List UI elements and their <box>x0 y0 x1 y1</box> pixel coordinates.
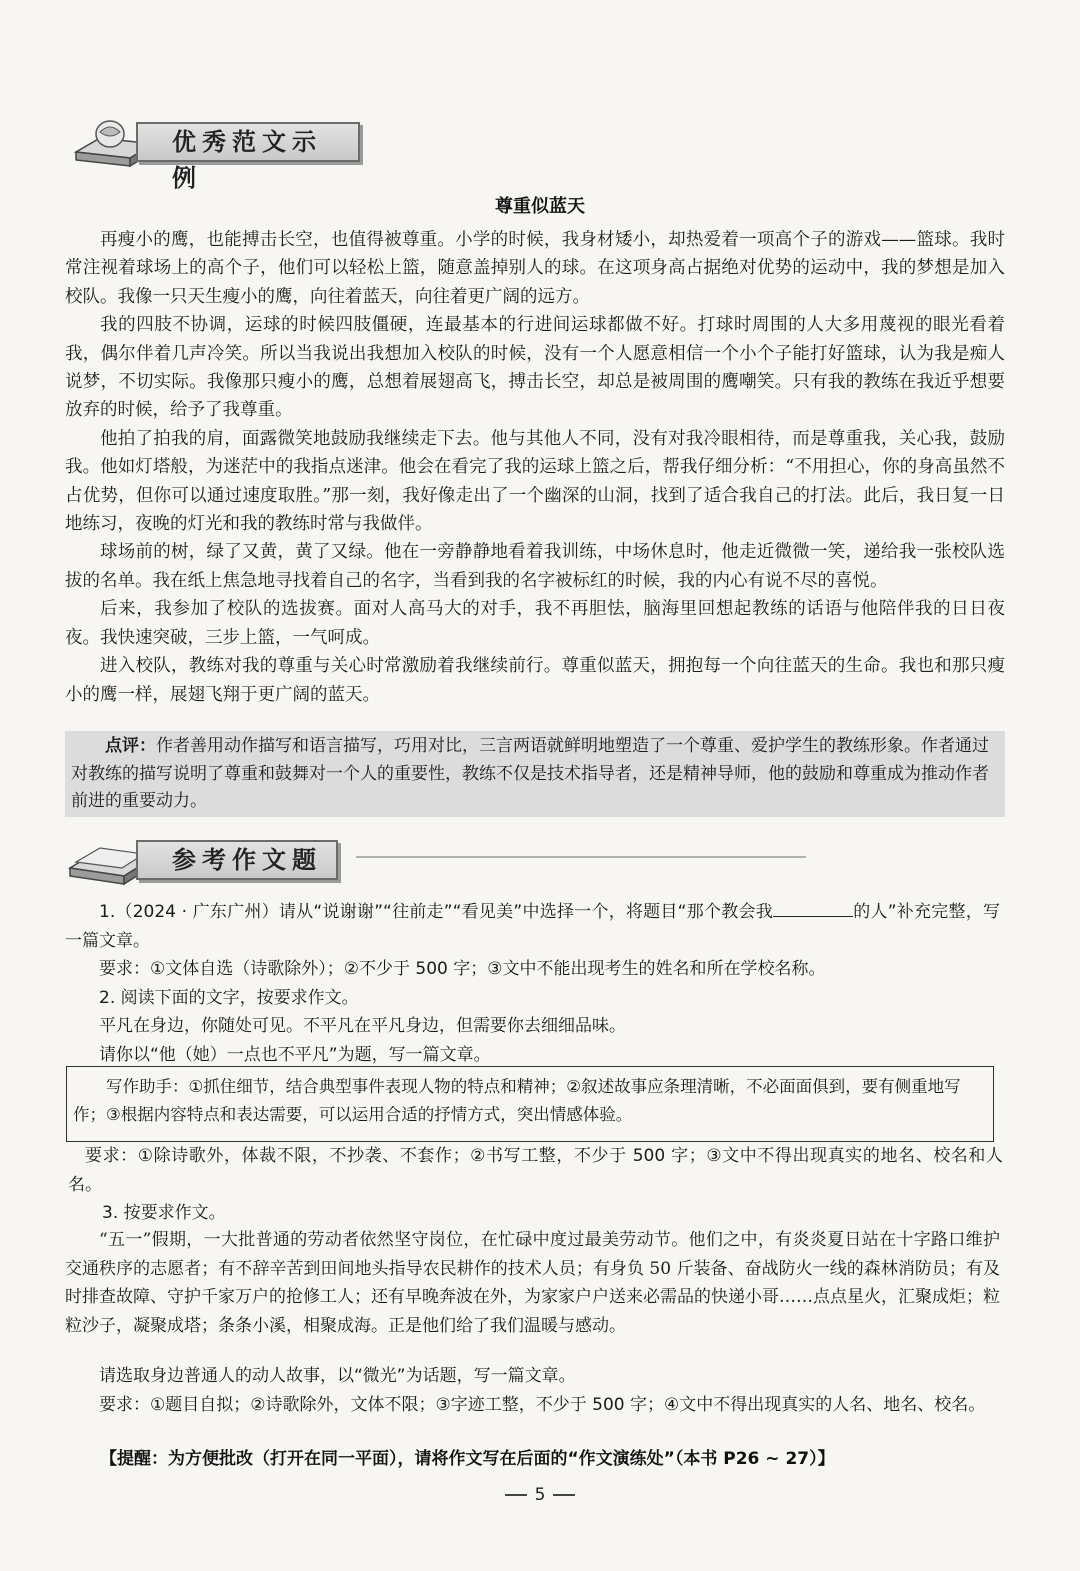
question-heading: 3. 按要求作文。 <box>102 1203 226 1223</box>
reminder-note: 【提醒：为方便批改（打开在同一平面），请将作文写在后面的“作文演练处”（本书 P26 ~ 27）】 <box>100 1449 835 1469</box>
essay-body <box>65 226 1005 709</box>
question-3 <box>65 1226 1000 1340</box>
writing-helper-box <box>66 1066 994 1142</box>
review-text: 作者善用动作描写和语言描写，巧用对比，三言两语就鲜明地塑造了一个尊重、爱护学生的教练形象。作者通过对教练的描写说明了尊重和鼓舞对一个人的重要性，教练不仅是技术指导者，还是精神导师，他的鼓励和尊重成为推动作者前进的重要动力。 <box>71 736 989 811</box>
essay-paragraph: 再瘦小的鹰，也能搏击长空，也值得被尊重。小学的时候，我身材矮小，却热爱着一项高个子的游戏——篮球。我时常注视着球场上的高个子，他们可以轻松上篮，随意盖掉别人的球。在这项身高占据绝对优势的运动中，我的梦想是加入校队。我像一只天生瘦小的鹰，向往着蓝天，向往着更广阔的远方。 <box>65 230 1005 307</box>
review-box <box>65 731 1005 817</box>
essay-paragraph: 我的四肢不协调，运球的时候四肢僵硬，连最基本的行进间运球都做不好。打球时周围的人大多用蔑视的眼光看着我，偶尔伴着几声冷笑。所以当我说出我想加入校队的时候，没有一个人愿意相信一个小个子能打好篮球，认为我是痴人说梦，不切实际。我像那只瘦小的鹰，总想着展翅高飞，搏击长空，却总是被周围的鹰嘲笑。只有我的教练在我近乎想要放弃的时候，给予了我尊重。 <box>65 315 1005 421</box>
question-text: “五一”假期，一大批普通的劳动者依然坚守岗位，在忙碌中度过最美劳动节。他们之中，有炎炎夏日站在十字路口维护交通秩序的志愿者；有不辞辛苦到田间地头指导农民耕作的技术人员；有身负 50 斤装备、奋战防火一线的森林消防员；有及时排查故障、守护千家万户的抢修工人；还有早晚奔波在外，为家家户户送来必需品的快递小哥……点点星火，汇聚成炬；粒粒沙子，凝聚成塔；条条小溪，相聚成海。正是他们给了我们温暖与感动。 <box>65 1230 1000 1336</box>
essay-title: 尊重似蓝天 <box>495 196 585 217</box>
essay-paragraph: 他拍了拍我的肩，面露微笑地鼓励我继续走下去。他与其他人不同，没有对我冷眼相待，而是尊重我，关心我，鼓励我。他如灯塔般，为迷茫中的我指点迷津。他会在看完了我的运球上篮之后，帮我仔细分析：“不用担心，你的身高虽然不占优势，但你可以通过速度取胜。”那一刻，我好像走出了一个幽深的山洞，找到了适合我自己的打法。此后，我日复一日地练习，夜晚的灯光和我的教练时常与我做伴。 <box>65 428 1005 535</box>
question-task: 请你以“他（她）一点也不平凡”为题，写一篇文章。 <box>99 1044 491 1065</box>
question-requirement: 要求：①题目自拟；②诗歌除外，文体不限；③字迹工整，不少于 500 字；④文中不得出现真实的人名、地名、校名。 <box>99 1394 986 1415</box>
review-key: 点评： <box>105 736 156 756</box>
reference-section-banner <box>66 826 806 888</box>
page-number <box>0 1485 1080 1505</box>
fill-blank <box>773 900 853 917</box>
essay-paragraph: 球场前的树，绿了又黄，黄了又绿。他在一旁静静地看着我训练，中场休息时，他走近微微一笑，递给我一张校队选拔的名单。我在纸上焦急地寻找着自己的名字，当看到我的名字被标红的时候，我的内心有说不尽的喜悦。 <box>65 542 1005 591</box>
page-number-value: 5 <box>534 1485 546 1505</box>
question-1 <box>65 898 1000 1069</box>
question-requirement: 要求：①除诗歌外，体裁不限，不抄袭、不套作；②书写工整，不少于 500 字；③文中不得出现真实的地名、校名和人名。 <box>68 1146 1003 1195</box>
section-title: 优秀范文示例 <box>136 122 360 162</box>
question-2-requirement <box>68 1142 1003 1228</box>
question-3-task <box>65 1362 1000 1419</box>
helper-text: 写作助手：①抓住细节，结合典型事件表现人物的特点和精神；②叙述故事应条理清晰，不必面面俱到，要有侧重地写作；③根据内容特点和表达需要，可以运用合适的抒情方式，突出情感体验。 <box>73 1077 961 1124</box>
section-title: 参考作文题 <box>136 840 338 880</box>
essay-paragraph: 进入校队，教练对我的尊重与关心时常激励着我继续前行。尊重似蓝天，拥抱每一个向往蓝天的生命。我也和那只瘦小的鹰一样，展翅飞翔于更广阔的蓝天。 <box>65 656 1005 705</box>
question-heading: 2. 阅读下面的文字，按要求作文。 <box>99 987 359 1008</box>
essay-paragraph: 后来，我参加了校队的选拔赛。面对人高马大的对手，我不再胆怯，脑海里回想起教练的话语与他陪伴我的日日夜夜。我快速突破，三步上篮，一气呵成。 <box>65 599 1005 648</box>
question-quote: 平凡在身边，你随处可见。不平凡在平凡身边，但需要你去细细品味。 <box>99 1016 626 1036</box>
question-task: 请选取身边普通人的动人故事，以“微光”为话题，写一篇文章。 <box>99 1366 576 1386</box>
divider <box>356 856 806 858</box>
question-text: 的人”补充完整，写一篇文章。 <box>65 902 1000 951</box>
question-requirement: 要求：①文体自选（诗歌除外）；②不少于 500 字；③文中不能出现考生的姓名和所在学校名称。 <box>99 959 826 979</box>
question-text: 1.（2024 · 广东广州）请从“说谢谢”“往前走”“看见美”中选择一个，将题目“那个教会我 <box>99 902 773 922</box>
example-section-banner <box>70 108 360 192</box>
